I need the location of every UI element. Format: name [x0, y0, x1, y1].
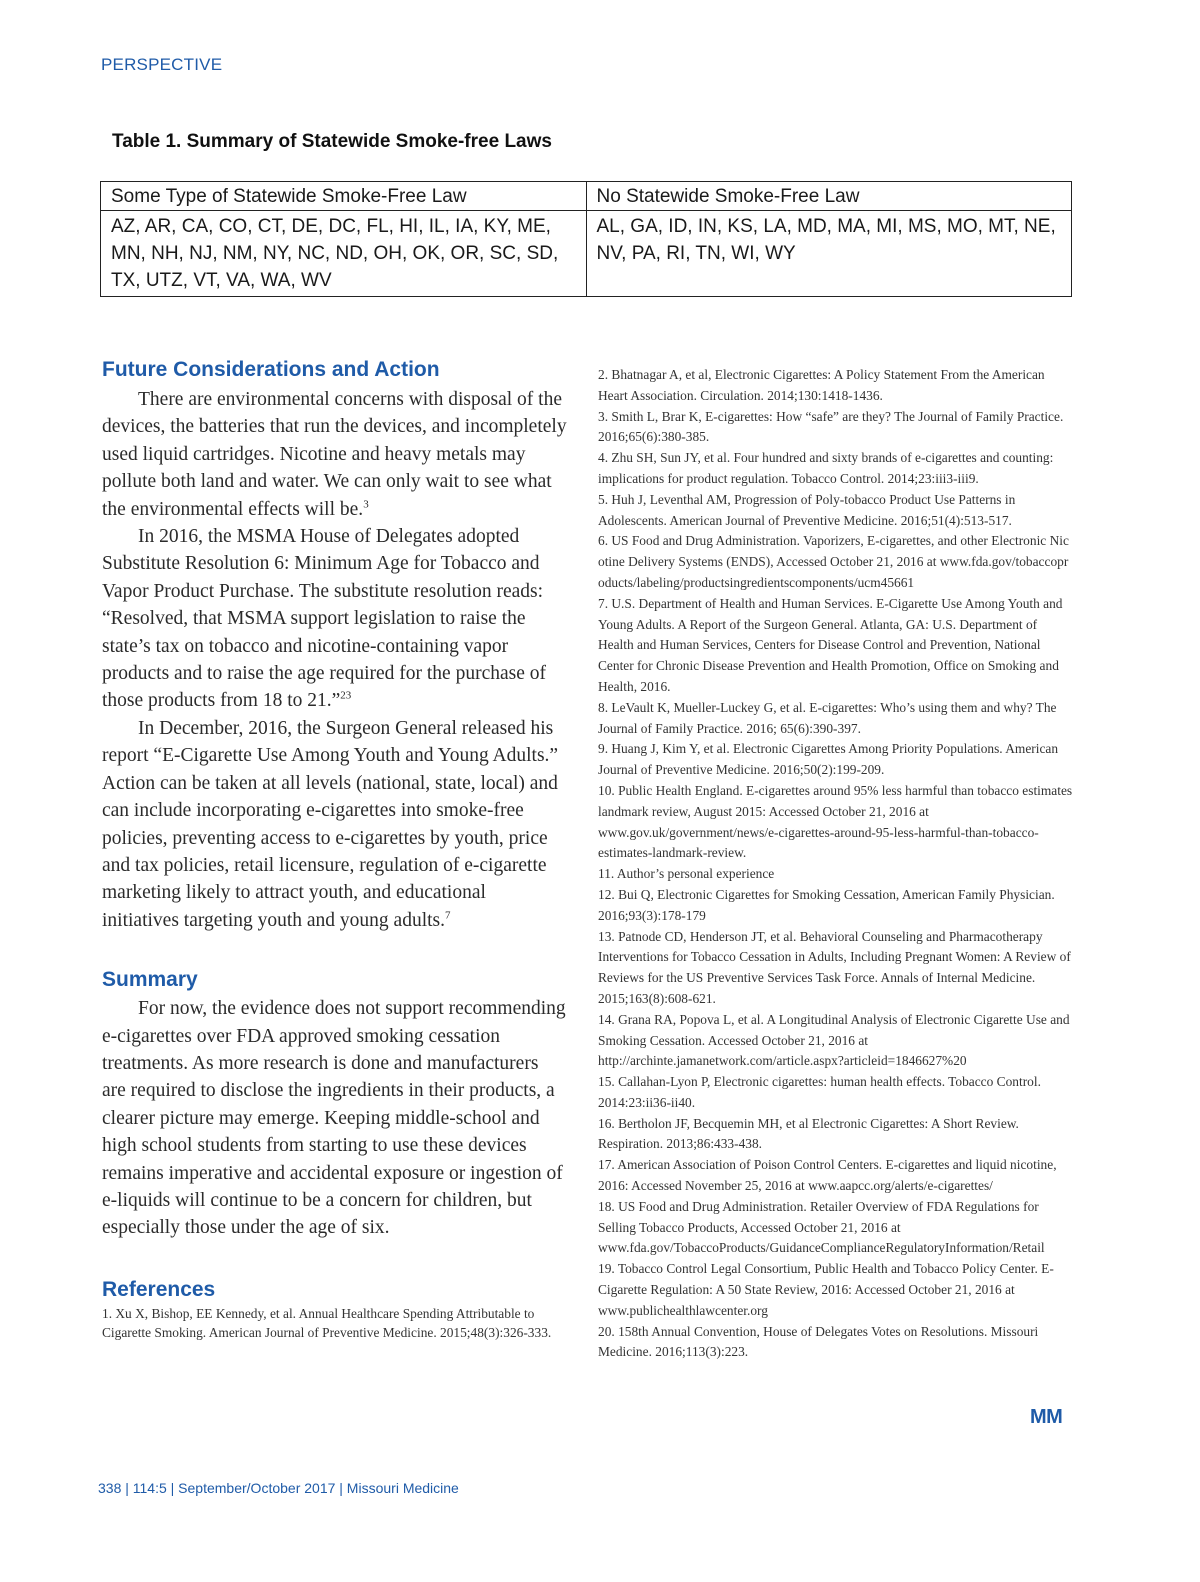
references-left-list — [102, 1304, 567, 1342]
reference-item: 6. US Food and Drug Administration. Vaporizers, E-cigarettes, and other Electronic Nicotine Delivery Systems (ENDS), Accessed October 21, 2016 at www.fda.gov/tobaccoproducts/labeling/productsingredientscomponents/ucm45661 — [598, 533, 1069, 590]
reference-item: 11. Author’s personal experience — [598, 866, 775, 882]
reference-item: 14. Grana RA, Popova L, et al. A Longitudinal Analysis of Electronic Cigarette Use and Smoking Cessation. Accessed October 21, 2016 at http://archinte.jamanetwork.com/article.aspx?articleid=1846627%20 — [598, 1011, 1070, 1069]
reference-item: 12. Bui Q, Electronic Cigarettes for Smoking Cessation, American Family Physician. 2016;93(3):178-179 — [598, 886, 1055, 923]
reference-item: 10. Public Health England. E-cigarettes around 95% less harmful than tobacco estimates landmark review, August 2015: Accessed October 21, 2016 at www.gov.uk/government/news/e-cigarettes-around-95-less-harmful-than-tobacco-estimates-landmark-review. — [598, 782, 1073, 861]
reference-item: 20. 158th Annual Convention, House of Delegates Votes on Resolutions. Missouri Medicine. 2016;113(3):223. — [598, 1323, 1039, 1360]
page-footer: 338 | 114:5 | September/October 2017 | Missouri Medicine — [98, 1480, 459, 1496]
future-body — [102, 386, 567, 934]
table-header-row — [101, 182, 1072, 211]
reference-item: 2. Bhatnagar A, et al, Electronic Cigarettes: A Policy Statement From the American Heart Association. Circulation. 2014;130:1418-1436. — [598, 367, 1045, 403]
reference-item: 1. Xu X, Bishop, EE Kennedy, et al. Annual Healthcare Spending Attributable to Cigarette Smoking. American Journal of Preventive Medicine. 2015;48(3):326-333. — [102, 1305, 552, 1340]
references-right-list — [598, 365, 1074, 1363]
reference-item: 7. U.S. Department of Health and Human Services. E-Cigarette Use Among Youth and Young Adults. A Report of the Surgeon General. Atlanta, GA: U.S. Department of Health and Human Services, Centers for Disease Control and Prevention, National Center for Chronic Disease Prevention and Health Promotion, Office on Smoking and Health, 2016. — [598, 595, 1063, 694]
reference-item: 9. Huang J, Kim Y, et al. Electronic Cigarettes Among Priority Populations. American Journal of Preventive Medicine. 2016;50(2):199-209. — [598, 741, 1059, 778]
reference-item: 5. Huh J, Leventhal AM, Progression of Poly-tobacco Product Use Patterns in Adolescents. American Journal of Preventive Medicine. 2016;51(4):513-517. — [598, 491, 1016, 528]
reference-item: 8. LeVault K, Mueller-Luckey G, et al. E-cigarettes: Who’s using them and why? The Journal of Family Practice. 2016; 65(6):390-397. — [598, 699, 1057, 736]
reference-item: 16. Bertholon JF, Becquemin MH, et al Electronic Cigarettes: A Short Review. Respiration. 2013;86:433-438. — [598, 1115, 1019, 1152]
summary-paragraph: For now, the evidence does not support recommending e-cigarettes over FDA approved smoking cessation treatments. As more research is done and manufacturers are required to disclose the ingredients in their products, a clearer picture may emerge. Keeping middle-school and high school students from starting to use these devices remains imperative and accidental exposure or ingestion of e-liquids will continue to be a concern for children, but especially those under the age of six. — [102, 998, 566, 1239]
column-header-smoke-free-law: Some Type of Statewide Smoke-Free Law — [101, 182, 587, 211]
table-title: Table 1. Summary of Statewide Smoke-free Laws — [112, 131, 552, 152]
citation-superscript: 23 — [340, 689, 352, 702]
future-heading: Future Considerations and Action — [102, 358, 440, 381]
summary-heading: Summary — [102, 968, 198, 992]
citation-superscript: 7 — [445, 909, 451, 922]
table-cell-states-with-law: AZ, AR, CA, CO, CT, DE, DC, FL, HI, IL, IA, KY, ME, MN, NH, NJ, NM, NY, NC, ND, OH, OK, OR, SC, SD, TX, UTZ, VT, VA, WA, WV — [101, 211, 587, 297]
citation-superscript: 3 — [363, 498, 369, 511]
section-label: PERSPECTIVE — [101, 55, 223, 74]
future-paragraph-1: There are environmental concerns with disposal of the devices, the batteries that run the devices, and incompletely used liquid cartridges. Nicotine and heavy metals may pollute both land and water. We can only wait to see what the environmental effects will be.$^3$ — [102, 389, 567, 520]
table-cell-states-without-law: AL, GA, ID, IN, KS, LA, MD, MA, MI, MS, MO, MT, NE, NV, PA, RI, TN, WI, WY — [586, 211, 1072, 297]
reference-item: 3. Smith L, Brar K, E-cigarettes: How “safe” are they? The Journal of Family Practice. 2016;65(6):380-385. — [598, 408, 1064, 445]
summary-body — [102, 995, 567, 1242]
smoke-free-laws-table — [100, 181, 1072, 297]
reference-item: 18. US Food and Drug Administration. Retailer Overview of FDA Regulations for Selling Tobacco Products, Accessed October 21, 2016 at www.fda.gov/TobaccoProducts/GuidanceComplianceRegulatoryInformation/Retail — [598, 1198, 1045, 1256]
column-header-no-smoke-free-law: No Statewide Smoke-Free Law — [586, 182, 1072, 211]
reference-item: 15. Callahan-Lyon P, Electronic cigarettes: human health effects. Tobacco Control. 2014:23:ii36-ii40. — [598, 1074, 1041, 1110]
reference-item: 4. Zhu SH, Sun JY, et al. Four hundred and sixty brands of e-cigarettes and counting: implications for product regulation. Tobacco Control. 2014;23:iii3-iii9. — [598, 450, 1054, 486]
left-column — [102, 358, 567, 1342]
reference-item: 13. Patnode CD, Henderson JT, et al. Behavioral Counseling and Pharmacotherapy Interventions for Tobacco Cessation in Adults, Including Pregnant Women: A Review of Reviews for the US Preventive Services Task Force. Annals of Internal Medicine. 2015;163(8):608-621. — [598, 928, 1071, 1006]
missouri-medicine-logo: MM — [1030, 1406, 1063, 1428]
future-paragraph-2: In 2016, the MSMA House of Delegates adopted Substitute Resolution 6: Minimum Age for Tobacco and Vapor Product Purchase. The substitute resolution reads: “Resolved, that MSMA support legislation to raise the state’s tax on tobacco and nicotine-containing vapor products and to raise the age required for the purchase of those products from 18 to 21.”$^{23}$ — [102, 526, 546, 712]
reference-item: 17. American Association of Poison Control Centers. E-cigarettes and liquid nicotine, 2016: Accessed November 25, 2016 at www.aapcc.org/alerts/e-cigarettes/ — [598, 1157, 1057, 1194]
references-heading: References — [102, 1277, 216, 1301]
table-row — [101, 211, 1072, 297]
reference-item: 19. Tobacco Control Legal Consortium, Public Health and Tobacco Policy Center. E-Cigarette Regulation: A 50 State Review, 2016: Accessed October 21, 2016 at www.publichealthlawcenter.org — [598, 1261, 1054, 1318]
future-paragraph-3: In December, 2016, the Surgeon General released his report “E-Cigarette Use Among Youth and Young Adults.” Action can be taken at all levels (national, state, local) and can include incorporating e-cigarettes into smoke-free policies, preventing access to e-cigarettes by youth, price and tax policies, retail licensure, regulation of e-cigarette marketing likely to attract youth, and educational initiatives targeting youth and young adults.$^7$ — [102, 717, 559, 931]
